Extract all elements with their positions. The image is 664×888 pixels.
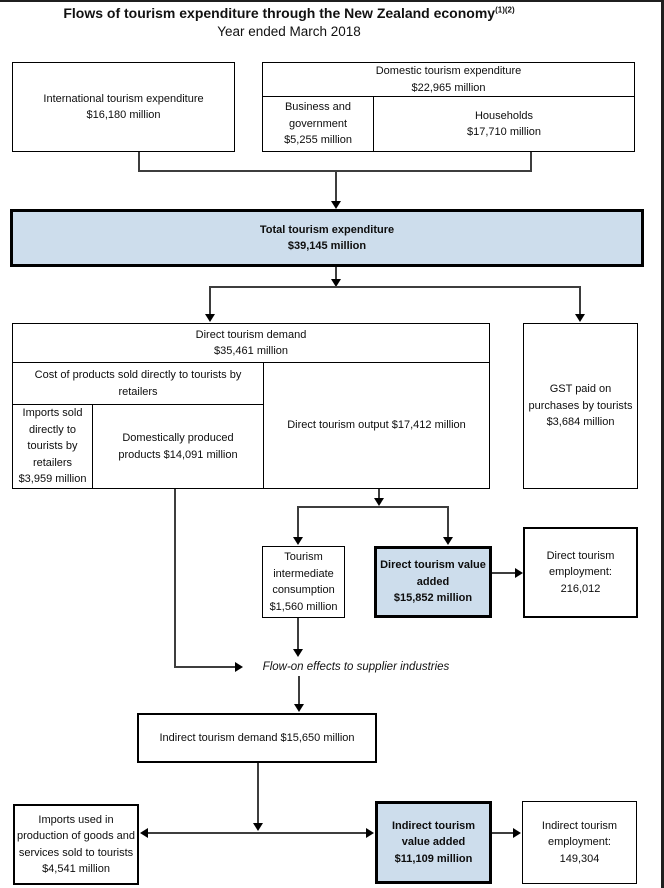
node-indirect-tourism-value-added — [375, 801, 492, 884]
node-label: Tourism intermediate consumption — [272, 551, 335, 596]
title-footnote-marker: (1)(2) — [495, 5, 515, 15]
direct-demand-sub-row — [13, 363, 489, 488]
node-cost-of-products-sold: Cost of products sold directly to tourists by retailers — [13, 363, 263, 405]
page-title-text: Flows of tourism expenditure through the New Zealand economy — [63, 5, 496, 21]
node-label: Indirect tourism value added — [391, 819, 476, 849]
arrow-into-flow-on-top — [293, 649, 303, 657]
node-value: $17,710 million — [467, 126, 541, 138]
node-label: Direct tourism demand — [195, 328, 307, 341]
direct-demand-bottom-row — [13, 405, 263, 488]
arrow-into-gst — [575, 314, 585, 322]
page-top-border — [0, 0, 664, 2]
node-value: $5,255 million — [284, 134, 352, 147]
node-domestic-tourism-expenditure — [262, 62, 635, 152]
node-label: Indirect tourism employment: — [541, 819, 618, 849]
direct-demand-left-column — [13, 363, 264, 488]
node-gst-paid-on-purchases — [523, 323, 638, 489]
arrow-into-direct-employment — [515, 568, 523, 578]
node-label: Households — [474, 109, 534, 122]
connector-branch-to-intermediate — [297, 507, 299, 538]
connector-international-down — [138, 152, 140, 171]
connector-intermediate-to-flow-on — [297, 618, 299, 650]
node-total-tourism-expenditure — [10, 209, 644, 267]
node-value: $15,852 million — [393, 592, 473, 605]
node-indirect-tourism-employment — [522, 801, 637, 884]
node-value: $35,461 million — [214, 345, 288, 357]
connector-branch-to-direct-value-added — [447, 507, 449, 538]
connector-iva-to-employment — [492, 832, 514, 834]
domestic-header-cell — [263, 63, 634, 97]
node-value: $3,684 million — [546, 416, 615, 429]
flow-on-effects-annotation: Flow-on effects to supplier industries — [262, 661, 450, 673]
arrow-into-direct-value-added — [443, 537, 453, 545]
node-direct-tourism-output: Direct tourism output $17,412 million — [287, 419, 466, 432]
node-direct-tourism-employment — [523, 527, 638, 618]
page-right-border — [661, 0, 664, 888]
connector-branch-to-direct-demand — [209, 287, 211, 315]
connector-domestic-products-down — [174, 489, 176, 668]
arrow-into-imports-used — [140, 828, 148, 838]
node-value: $39,145 million — [287, 240, 367, 252]
connector-domestic-products-right — [174, 666, 236, 668]
node-value: 149,304 — [559, 852, 600, 865]
node-value: $3,959 million — [18, 473, 87, 486]
arrow-into-indirect-demand — [294, 704, 304, 712]
node-value: $16,180 million — [86, 109, 161, 121]
direct-demand-header-cell — [13, 324, 489, 363]
node-label: Imports sold directly to tourists by retailers — [22, 407, 83, 469]
node-label: Business and government — [284, 101, 352, 130]
node-value: $11,109 million — [394, 852, 473, 865]
node-label: Total tourism expenditure — [259, 223, 395, 236]
node-tourism-intermediate-consumption — [262, 546, 345, 618]
arrow-into-intermediate — [293, 537, 303, 545]
node-international-tourism-expenditure — [12, 62, 235, 152]
node-business-and-government — [263, 97, 374, 151]
arrow-into-total — [331, 201, 341, 209]
node-label: International tourism expenditure — [43, 92, 204, 105]
page-title — [0, 5, 578, 21]
connector-merge-to-total — [335, 170, 337, 202]
connector-households-down — [530, 152, 532, 171]
arrow-output-to-branch — [374, 498, 384, 506]
arrow-indirect-to-branch — [253, 823, 263, 831]
arrow-into-direct-demand — [205, 314, 215, 322]
node-label: Domestic tourism expenditure — [375, 65, 522, 77]
node-label: GST paid on purchases by tourists — [528, 383, 633, 412]
domestic-sub-row — [263, 97, 634, 151]
arrow-into-indirect-value-added — [366, 828, 374, 838]
connector-dva-to-employment — [492, 572, 516, 574]
node-households — [374, 97, 634, 151]
node-direct-tourism-value-added — [374, 546, 492, 618]
arrow-into-flow-on-left — [235, 662, 243, 672]
node-imports-used-in-production: Imports used in production of goods and services sold to tourists $4,541 million — [13, 804, 139, 885]
connector-output-branch — [297, 506, 449, 508]
node-indirect-tourism-demand: Indirect tourism demand $15,650 million — [137, 713, 377, 763]
connector-total-branch — [209, 286, 581, 288]
node-value: $22,965 million — [411, 81, 486, 94]
node-label: Direct tourism value added — [380, 559, 486, 588]
node-label: Direct tourism employment: — [546, 549, 615, 579]
node-value: $1,560 million — [269, 600, 338, 613]
node-value: 216,012 — [560, 582, 601, 595]
connector-indirect-branch — [148, 832, 367, 834]
page-subtitle: Year ended March 2018 — [217, 24, 361, 39]
node-direct-tourism-demand — [12, 323, 490, 489]
node-imports-sold-directly — [13, 405, 93, 488]
arrow-into-indirect-employment — [513, 828, 521, 838]
connector-indirect-demand-down — [257, 763, 259, 824]
connector-branch-to-gst — [579, 287, 581, 315]
node-domestically-produced-products: Domestically produced products $14,091 million — [118, 432, 238, 461]
connector-flow-on-down — [298, 676, 300, 705]
